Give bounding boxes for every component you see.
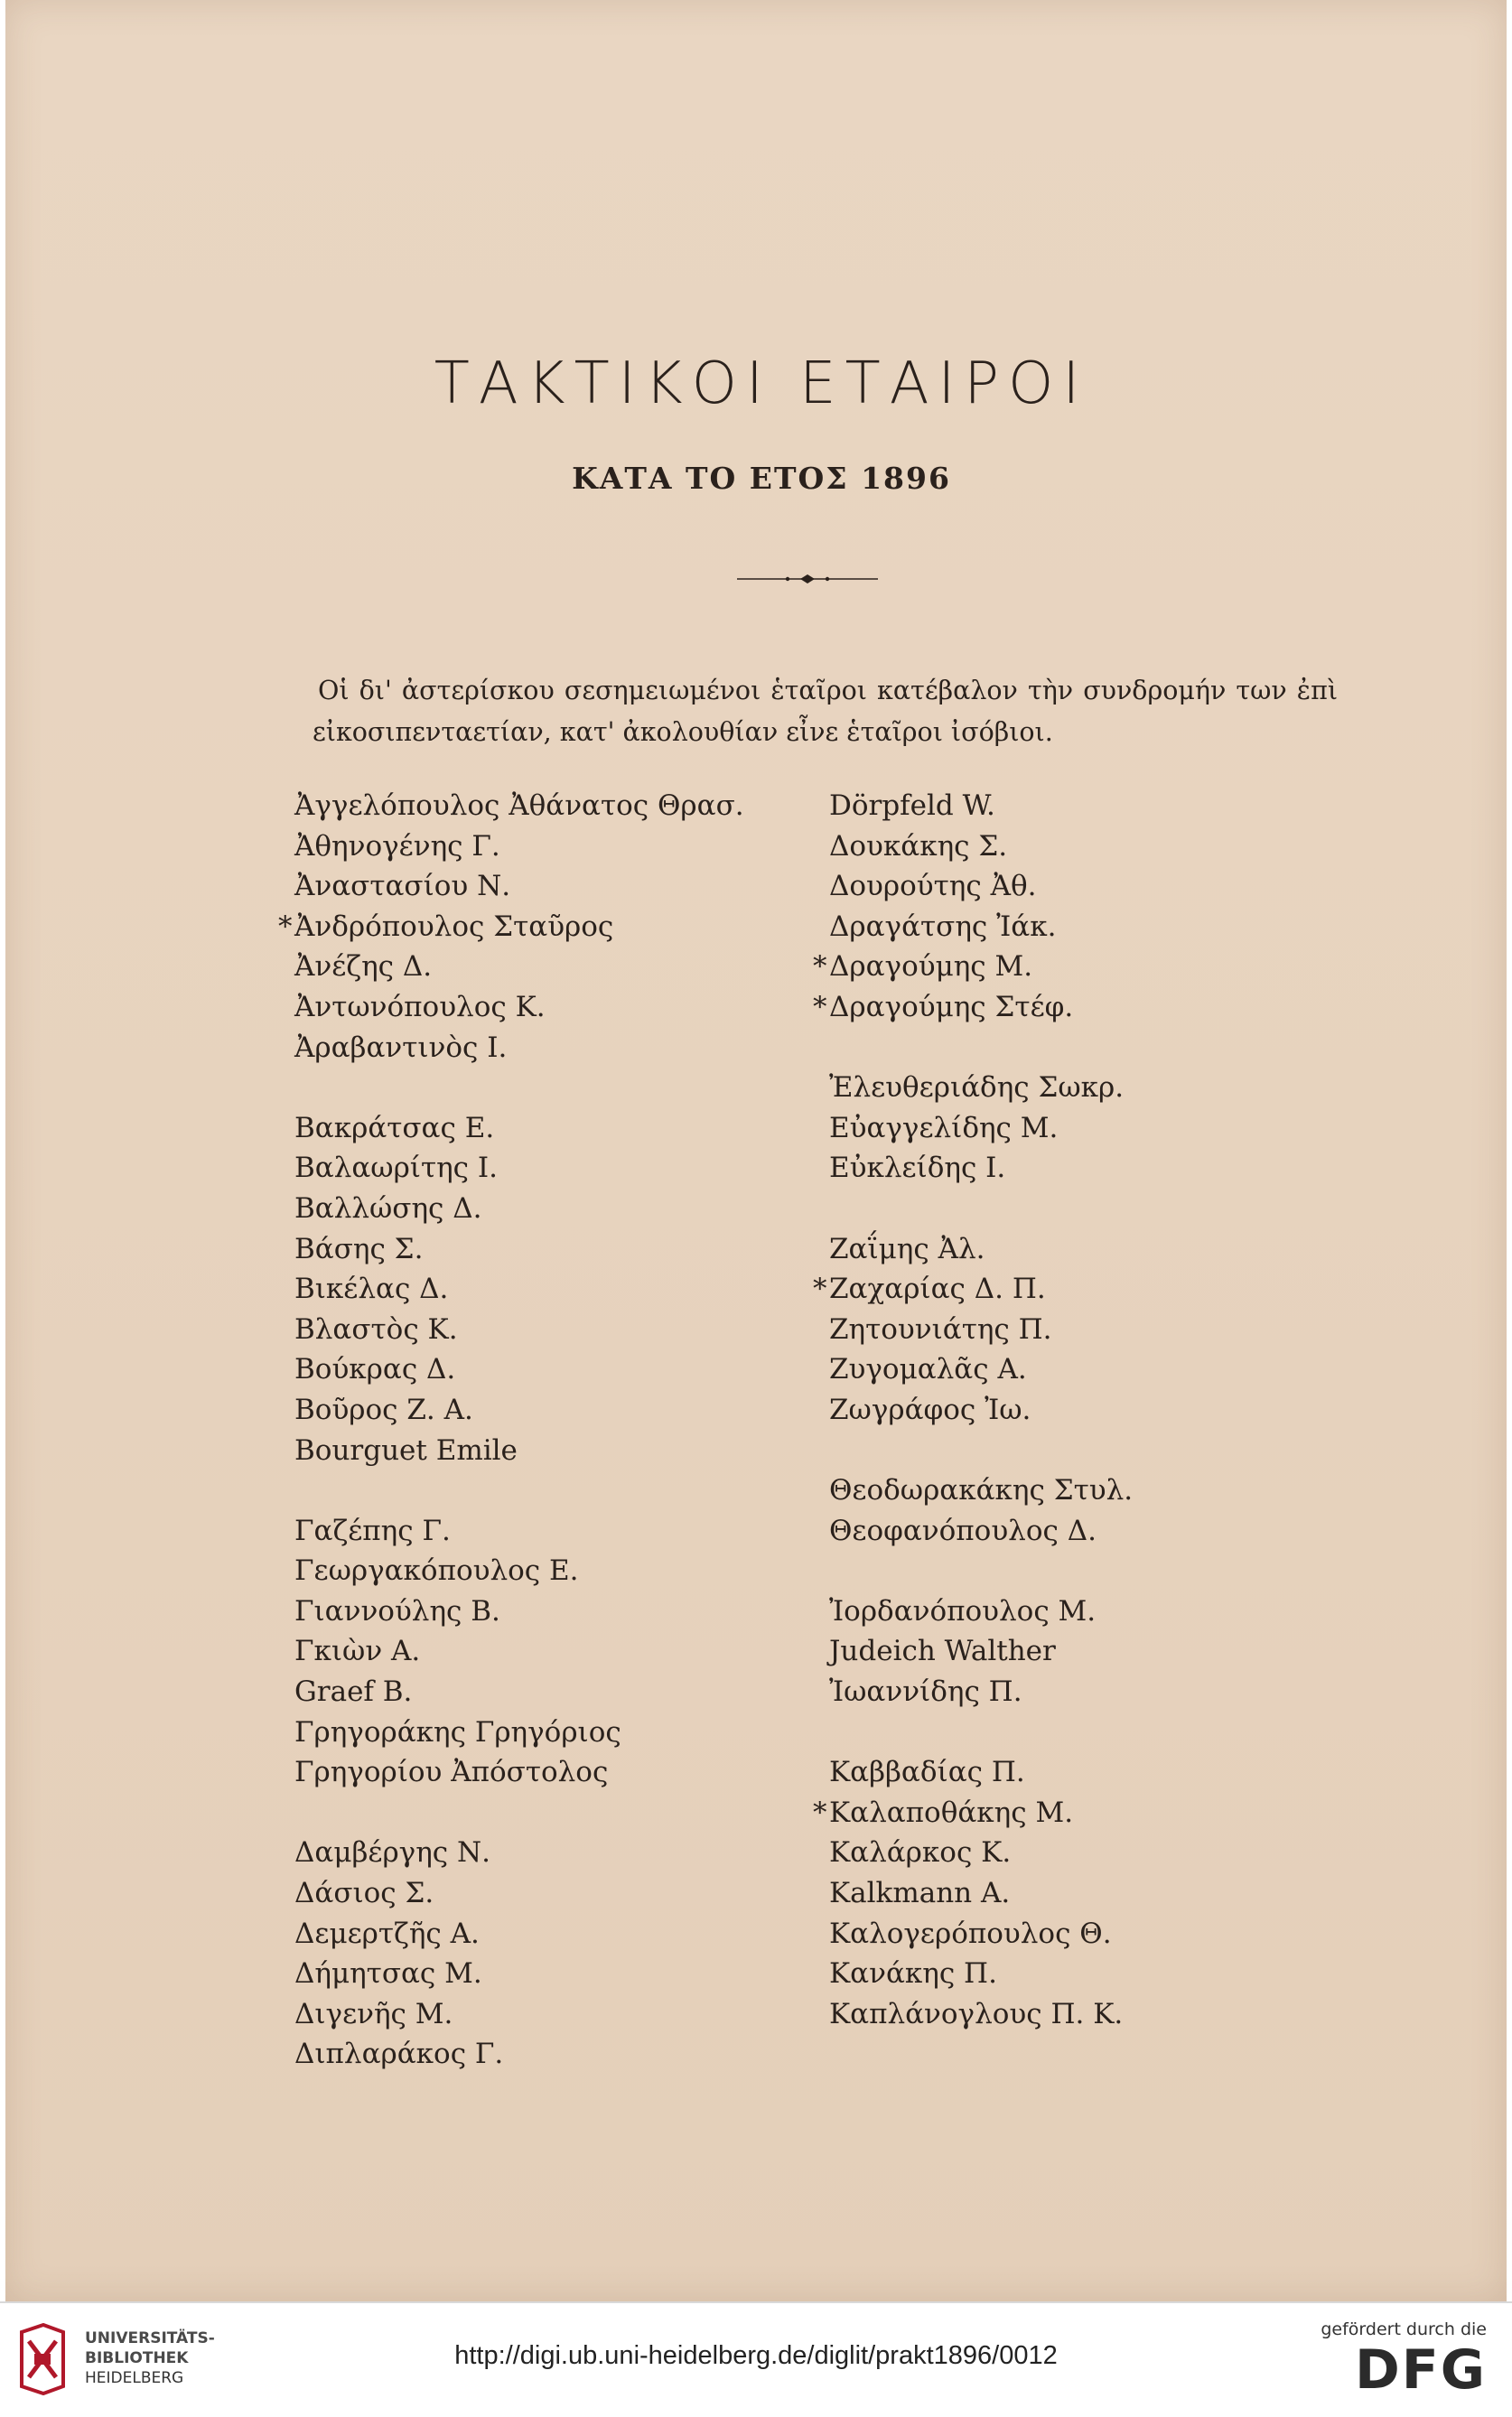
member-entry bbox=[294, 1672, 800, 1712]
member-name: Διγενῆς Μ. bbox=[294, 1997, 453, 2030]
member-name: Βλαστὸς Κ. bbox=[294, 1312, 458, 1346]
member-name: Ζαΐμης Ἀλ. bbox=[829, 1232, 985, 1265]
member-entry bbox=[829, 1229, 1335, 1270]
life-member-asterisk: * bbox=[813, 1273, 827, 1306]
member-entry bbox=[829, 1349, 1335, 1390]
member-name: Ἀθηνογένης Γ. bbox=[294, 829, 500, 863]
member-name: Graef B. bbox=[294, 1675, 413, 1709]
member-group bbox=[829, 1068, 1335, 1189]
member-entry bbox=[813, 1269, 1335, 1310]
member-name: Καλαποθάκης Μ. bbox=[829, 1796, 1074, 1829]
member-group bbox=[294, 1511, 800, 1793]
member-group bbox=[813, 1752, 1335, 2034]
member-name: Βικέλας Δ. bbox=[294, 1273, 449, 1306]
dfg-logo: DFG bbox=[1354, 2338, 1487, 2402]
member-name: Δάσιος Σ. bbox=[294, 1877, 434, 1910]
member-entry bbox=[829, 826, 1335, 867]
member-entry bbox=[829, 1148, 1335, 1189]
life-member-asterisk: * bbox=[813, 950, 827, 984]
member-name: Βοῦρος Ζ. Α. bbox=[294, 1393, 473, 1426]
member-name: Ἰωαννίδης Π. bbox=[829, 1675, 1022, 1709]
member-name: Kalkmann A. bbox=[829, 1877, 1011, 1910]
member-name: Δεμερτζῆς Α. bbox=[294, 1917, 480, 1950]
member-name: Ζαχαρίας Δ. Π. bbox=[829, 1273, 1046, 1306]
member-name: Ἀναστασίου Ν. bbox=[294, 870, 511, 903]
member-entry bbox=[829, 1873, 1335, 1914]
member-entry bbox=[294, 1310, 800, 1350]
member-group bbox=[829, 1591, 1335, 1712]
member-entry bbox=[294, 1269, 800, 1310]
member-entry bbox=[829, 1310, 1335, 1350]
funding-notice bbox=[1321, 2319, 1487, 2402]
member-name: Εὐαγγελίδης Μ. bbox=[829, 1111, 1059, 1144]
member-name: Δουρούτης Ἀθ. bbox=[829, 870, 1037, 903]
member-name: Δήμητσας Μ. bbox=[294, 1957, 482, 1991]
ornament-divider bbox=[735, 573, 880, 585]
member-entry bbox=[294, 1591, 800, 1632]
member-entry bbox=[813, 947, 1335, 987]
member-name: Καββαδίας Π. bbox=[829, 1756, 1025, 1789]
member-entry bbox=[294, 1349, 800, 1390]
member-name: Δαμβέργης Ν. bbox=[294, 1836, 490, 1870]
source-url-link[interactable]: http://digi.ub.uni-heidelberg.de/diglit/prakt1896/0012 bbox=[454, 2341, 1058, 2370]
member-entry bbox=[829, 907, 1335, 947]
member-entry bbox=[294, 826, 800, 867]
member-name: Καλογερόπουλος Θ. bbox=[829, 1917, 1112, 1950]
scanned-page bbox=[5, 0, 1507, 2301]
member-name: Δουκάκης Σ. bbox=[829, 829, 1008, 863]
member-name: Γεωργακόπουλος Ε. bbox=[294, 1554, 579, 1588]
life-member-asterisk: * bbox=[278, 910, 293, 943]
life-member-asterisk: * bbox=[813, 990, 827, 1023]
member-name: Γαζέπης Γ. bbox=[294, 1514, 451, 1547]
member-entry bbox=[829, 786, 1335, 826]
member-entry bbox=[294, 1511, 800, 1552]
member-group bbox=[829, 1470, 1335, 1551]
member-entry bbox=[829, 1511, 1335, 1552]
library-name-line2: BIBLIOTHEK bbox=[85, 2349, 189, 2367]
member-entry bbox=[294, 1431, 800, 1471]
member-entry bbox=[829, 1752, 1335, 1793]
member-name: Δραγάτσης Ἰάκ. bbox=[829, 910, 1057, 943]
member-name: Ζητουνιάτης Π. bbox=[829, 1312, 1052, 1346]
member-name: Διπλαράκος Γ. bbox=[294, 2038, 504, 2071]
member-entry bbox=[294, 1914, 800, 1955]
member-entry bbox=[294, 1229, 800, 1270]
member-entry bbox=[294, 1551, 800, 1591]
member-name: Καπλάνογλους Π. Κ. bbox=[829, 1997, 1124, 2030]
member-name: Καλάρκος Κ. bbox=[829, 1836, 1012, 1870]
member-name: Ἐλευθεριάδης Σωκρ. bbox=[829, 1071, 1125, 1105]
member-entry bbox=[294, 786, 800, 826]
member-entry bbox=[294, 1390, 800, 1431]
member-group bbox=[278, 786, 800, 1068]
member-name: Γρηγορίου Ἀπόστολος bbox=[294, 1756, 609, 1789]
member-entry bbox=[294, 947, 800, 987]
member-entry bbox=[813, 1793, 1335, 1834]
member-name: Βούκρας Δ. bbox=[294, 1353, 456, 1386]
library-name-line3: HEIDELBERG bbox=[85, 2369, 184, 2387]
member-name: Γιαννούλης Β. bbox=[294, 1594, 500, 1628]
member-name: Ἀγγελόπουλος Ἀθάνατος Θρασ. bbox=[294, 789, 744, 822]
member-entry bbox=[829, 1914, 1335, 1955]
members-column-left bbox=[278, 786, 800, 2115]
member-entry bbox=[278, 907, 800, 947]
member-entry bbox=[829, 1672, 1335, 1712]
member-name: Γρηγοράκης Γρηγόριος bbox=[294, 1715, 621, 1749]
member-name: Dörpfeld W. bbox=[829, 789, 995, 822]
member-name: Βαλαωρίτης Ι. bbox=[294, 1152, 498, 1185]
member-name: Κανάκης Π. bbox=[829, 1957, 997, 1991]
member-name: Δραγούμης Στέφ. bbox=[829, 990, 1074, 1023]
member-name: Βακράτσας Ε. bbox=[294, 1111, 495, 1144]
member-entry bbox=[829, 1994, 1335, 2035]
member-entry bbox=[829, 1591, 1335, 1632]
member-entry bbox=[294, 2034, 800, 2075]
member-entry bbox=[829, 1954, 1335, 1994]
member-name: Ἀραβαντινὸς Ι. bbox=[294, 1031, 508, 1064]
member-name: Ζωγράφος Ἰω. bbox=[829, 1393, 1031, 1426]
member-group bbox=[294, 1833, 800, 2075]
member-name: Ἀνδρόπουλος Σταῦρος bbox=[294, 910, 614, 943]
member-name: Ἀντωνόπουλος Κ. bbox=[294, 990, 546, 1023]
member-entry bbox=[829, 866, 1335, 907]
member-entry bbox=[829, 1068, 1335, 1108]
member-name: Ζυγομαλᾶς Α. bbox=[829, 1353, 1027, 1386]
member-entry bbox=[294, 1712, 800, 1753]
member-name: Θεοφανόπουλος Δ. bbox=[829, 1514, 1097, 1547]
member-entry bbox=[294, 866, 800, 907]
member-name: Bourguet Emile bbox=[294, 1433, 518, 1467]
member-entry bbox=[294, 1954, 800, 1994]
member-entry bbox=[813, 987, 1335, 1028]
member-entry bbox=[829, 1631, 1335, 1672]
member-group bbox=[813, 1229, 1335, 1431]
member-name: Δραγούμης Μ. bbox=[829, 950, 1033, 984]
member-name: Judeich Walther bbox=[829, 1635, 1056, 1668]
member-name: Ἰορδανόπουλος Μ. bbox=[829, 1594, 1097, 1628]
member-entry bbox=[294, 1631, 800, 1672]
member-entry bbox=[294, 1028, 800, 1069]
member-entry bbox=[294, 1873, 800, 1914]
members-column-right bbox=[813, 786, 1335, 2075]
page-title: ΤΑΚΤΙΚΟΙ ΕΤΑΙΡΟΙ bbox=[434, 350, 1089, 417]
member-name: Εὐκλείδης Ι. bbox=[829, 1152, 1006, 1185]
member-name: Θεοδωρακάκης Στυλ. bbox=[829, 1474, 1134, 1507]
member-entry bbox=[829, 1108, 1335, 1149]
member-entry bbox=[294, 1108, 800, 1149]
member-name: Βαλλώσης Δ. bbox=[294, 1191, 482, 1225]
member-entry bbox=[829, 1470, 1335, 1511]
member-entry bbox=[294, 1994, 800, 2035]
intro-paragraph: Οἱ δι' ἀστερίσκου σεσημειωμένοι ἑταῖροι κατέβαλον τὴν συνδρομήν των ἐπὶ εἰκοσιπενταετίαν, κατ' ἀκολουθίαν εἶνε ἑταῖροι ἰσόβιοι. bbox=[313, 676, 1338, 747]
member-name: Ἀνέζης Δ. bbox=[294, 950, 433, 984]
page-subtitle: ΚΑΤΑ ΤΟ ΕΤΟΣ 1896 bbox=[572, 461, 951, 496]
member-entry bbox=[294, 1752, 800, 1793]
member-entry bbox=[294, 1833, 800, 1873]
member-entry bbox=[294, 1148, 800, 1189]
funded-by-text: gefördert durch die bbox=[1321, 2319, 1487, 2339]
footer-bar bbox=[0, 2301, 1512, 2417]
member-entry bbox=[829, 1390, 1335, 1431]
member-name: Γκιὼν Α. bbox=[294, 1635, 421, 1668]
member-entry bbox=[294, 1189, 800, 1229]
member-entry bbox=[829, 1833, 1335, 1873]
member-entry bbox=[294, 987, 800, 1028]
member-group bbox=[813, 786, 1335, 1028]
library-name-line1: UNIVERSITÄTS- bbox=[85, 2329, 215, 2347]
member-name: Βάσης Σ. bbox=[294, 1232, 424, 1265]
member-group bbox=[294, 1108, 800, 1470]
life-member-asterisk: * bbox=[813, 1796, 827, 1829]
